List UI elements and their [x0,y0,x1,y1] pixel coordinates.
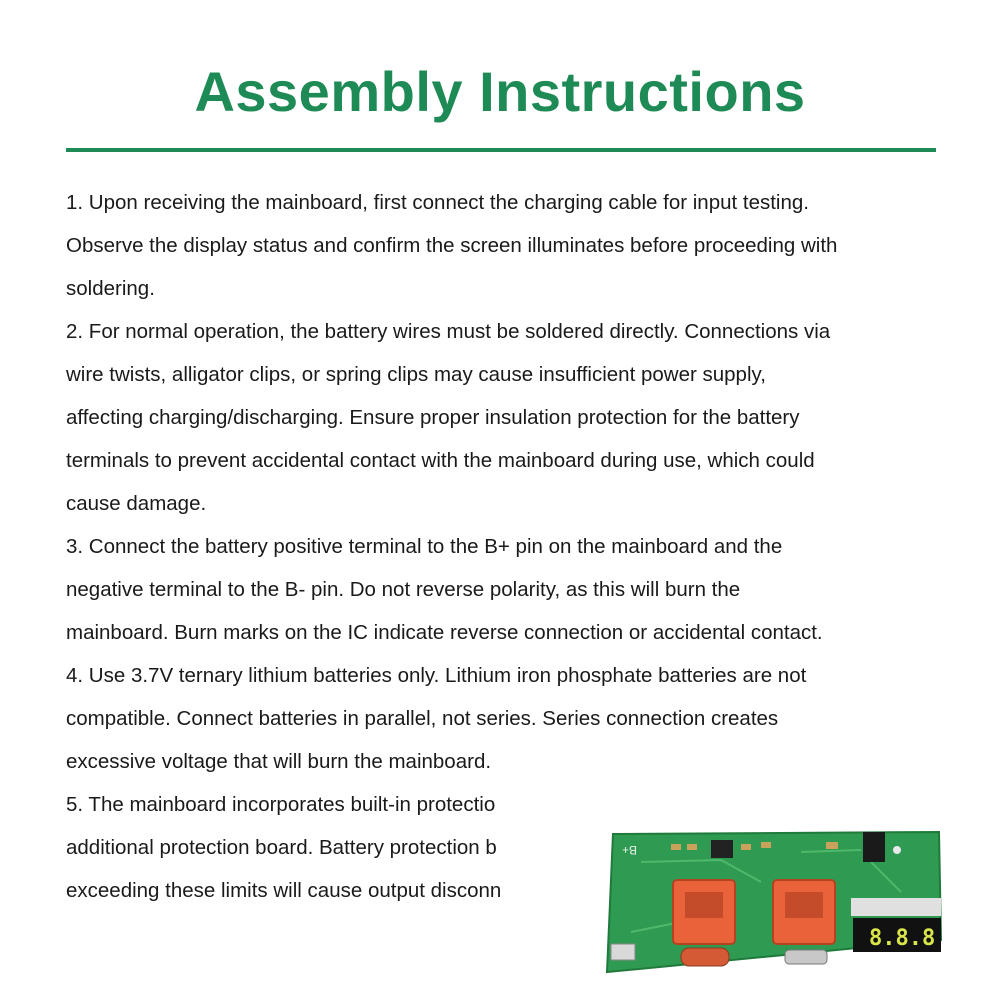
usb-a-slot [785,892,823,918]
text-line: cause damage. [66,492,207,515]
text-line: terminals to prevent accidental contact with the mainboard during use, which could [66,449,815,472]
usb-c-port [681,948,729,966]
title-divider [66,148,936,152]
text-line: mainboard. Burn marks on the IC indicate reverse connection or accidental contact. [66,621,823,644]
text-line: compatible. Connect batteries in parallel, not series. Series connection creates [66,707,779,730]
smd-component [687,844,697,850]
usb-a-slot [685,892,723,918]
text-line: negative terminal to the B- pin. Do not reverse polarity, as this will burn the [66,578,741,601]
smd-component [826,842,838,849]
text-line: 2. For normal operation, the battery wires must be soldered directly. Connections via [66,320,831,343]
smd-component [761,842,771,848]
pcb-image [601,822,946,992]
text-line: 5. The mainboard incorporates built-in protectio [66,793,496,816]
display-digits: 8.8.8 [869,926,936,951]
smd-component [741,844,751,850]
power-switch [611,944,635,960]
text-line: Observe the display status and confirm the screen illuminates before proceeding with [66,234,838,257]
text-line: wire twists, alligator clips, or spring clips may cause insufficient power supply, [66,363,766,386]
led-indicator [893,846,901,854]
bplus-label: B+ [621,843,637,857]
page-title: Assembly Instructions [194,60,806,123]
mainboard-photo [551,782,1000,1000]
text-line: affecting charging/discharging. Ensure proper insulation protection for the battery [66,406,800,429]
ic-chip [863,832,885,862]
text-line: exceeding these limits will cause output disconn [66,879,502,902]
text-line: 4. Use 3.7V ternary lithium batteries only. Lithium iron phosphate batteries are not [66,664,807,687]
text-line: 3. Connect the battery positive terminal to the B+ pin on the mainboard and the [66,535,783,558]
text-line: additional protection board. Battery protection b [66,836,497,859]
display-label-strip [851,898,941,916]
text-line: soldering. [66,277,155,300]
text-line: excessive voltage that will burn the mainboard. [66,750,492,773]
ic-chip [711,840,733,858]
text-line: 1. Upon receiving the mainboard, first connect the charging cable for input testing. [66,191,809,214]
smd-component [671,844,681,850]
micro-usb-port [785,950,827,964]
